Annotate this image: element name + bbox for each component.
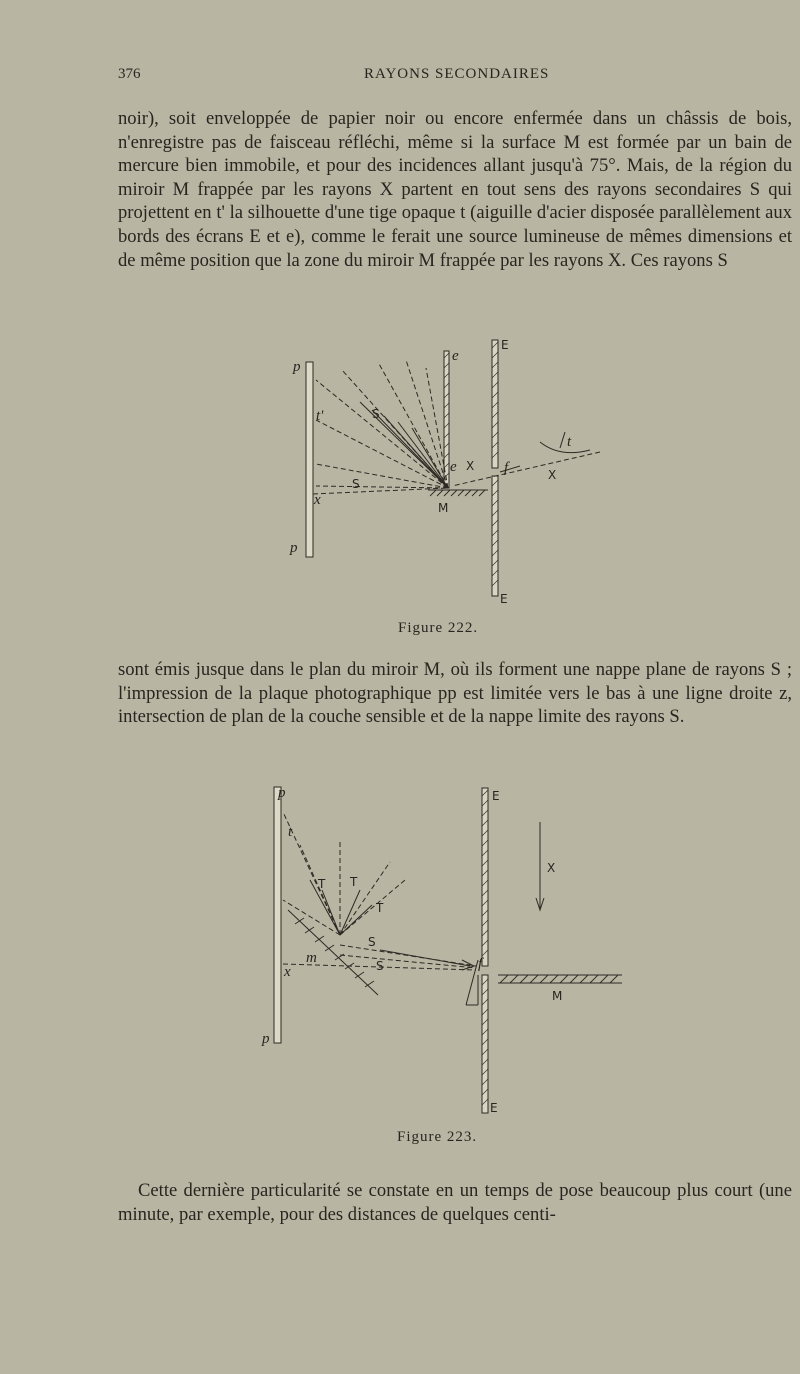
fig222-label-M: M [438,501,449,515]
plate-pp [306,362,313,557]
secondary-ray-fan [313,360,448,494]
paragraph-1 [118,107,792,272]
fig222-label-E-top: E [501,338,509,352]
page-number: 376 [118,66,141,82]
figure-222-diagram [270,335,630,610]
page-header [118,66,782,90]
fig223-label-E-bottom: E [490,1101,498,1115]
fig223-label-S2: S [376,959,384,973]
fig223-label-x-small: x [284,964,291,980]
paragraph-2-text: sont émis jusque dans le plan du miroir M, où ils forment une nappe plane de rayons S ; l'impression de la plaque photographique pp est limitée vers le bas à une ligne droite z, intersection de plan de la couche sensible et de la nappe limite des rayons S. [118,659,792,728]
fig223-label-m: m [306,950,317,966]
screen-E-upper [492,340,498,468]
fig223-label-E-top: E [492,789,500,803]
fig223-label-M: M [552,989,563,1003]
fig222-label-e-top: e [452,348,459,364]
fig222-label-e-mid: e [450,459,457,475]
fig222-label-t-prime: t' [316,408,324,424]
fig223-label-p-bottom: p [262,1031,270,1047]
fig222-label-S2: S [352,477,360,491]
paragraph-2 [118,658,792,729]
fig223-label-X: X [547,861,556,875]
fig222-label-t: t [567,434,572,450]
fig222-label-S1: S [372,407,380,421]
fig223-label-f: f [478,956,483,972]
fig222-label-E-bottom: E [500,592,508,606]
fig223-label-T3: T [376,901,384,915]
paragraph-1-text: noir), soit enveloppée de papier noir ou encore enfermée dans un châssis de bois, n'enregistre pas de faisceau réfléchi, même si la surface M est formée par un bain de mercure bien immobile, et pour des incidences allant jusqu'à 75°. Mais, de la région du miroir M frappée par les rayons X partent en tout sens des rayons secondaires S qui projettent en t' la silhouette d'une tige opaque t (aiguille d'acier disposée parallèlement aux bords des écrans E et e), comme le ferait une source lumineuse de mêmes dimensions et de même position que la zone du miroir M frappée par les rayons X. Ces rayons S [118,108,792,271]
paragraph-3 [118,1179,792,1226]
fig223-label-S1: S [368,935,376,949]
fig222-label-f: f [504,460,509,476]
plate-pp-2 [274,787,281,1043]
mirror-M-2 [498,975,622,983]
fig222-label-X-right: X [548,468,557,482]
figure-222-caption: Figure 222. [398,620,479,636]
fig223-label-t: t [288,824,293,840]
figure-223-caption: Figure 223. [397,1129,478,1145]
fig223-label-T1: T [318,877,326,891]
figure-223-diagram [250,780,630,1120]
fig222-label-p-top: p [293,359,301,375]
running-title: RAYONS SECONDAIRES [364,66,550,82]
fig223-label-T2: T [350,875,358,889]
fig223-label-p-top: p [278,785,286,801]
paragraph-3-text: Cette dernière particularité se constate en un temps de pose beaucoup plus court (une minute, par exemple, pour des distances de quelques centi- [118,1180,792,1225]
fig222-label-x-small: x [314,492,321,508]
x-ray-arrow [536,822,544,910]
screen-E-lower [492,476,498,596]
mirror-M [428,490,488,496]
fig222-label-X-mid: X [466,459,475,473]
ray-fan-2 [283,812,476,970]
fig222-label-p-bottom: p [290,540,298,556]
